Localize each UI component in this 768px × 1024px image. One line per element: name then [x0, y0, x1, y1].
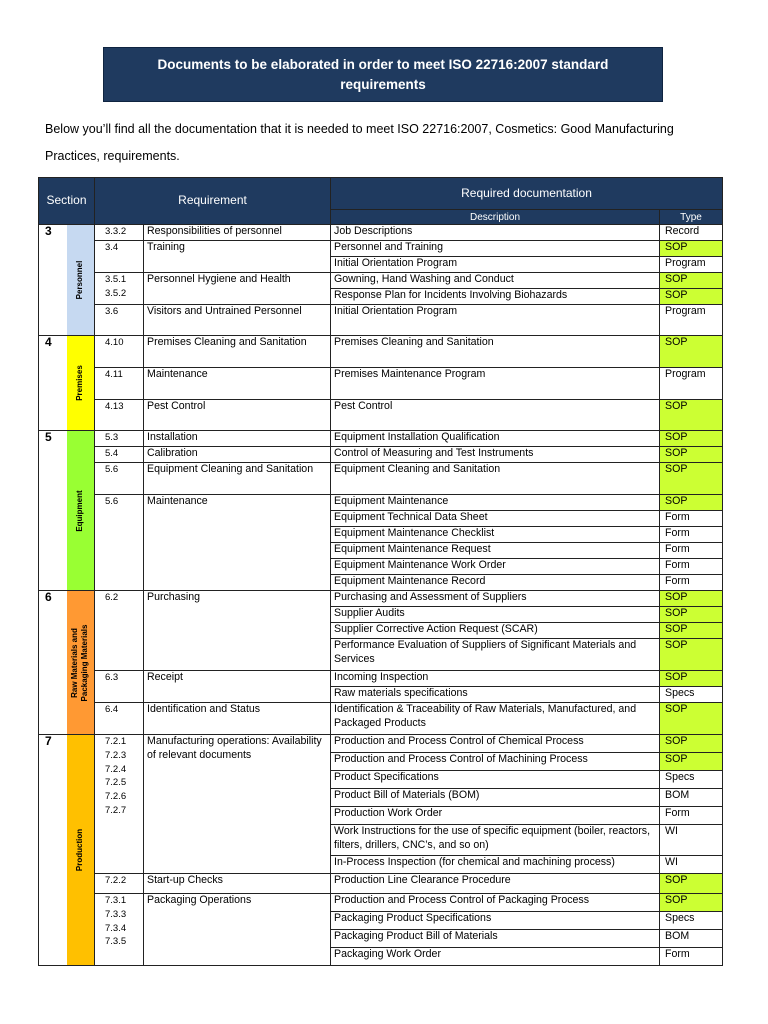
- doc-type: Program: [660, 368, 723, 400]
- doc-description: Control of Measuring and Test Instruments: [331, 447, 660, 463]
- section-label: [67, 431, 95, 591]
- doc-type: SOP: [660, 639, 723, 671]
- section-label-text: Raw Materials and Packaging Materials: [70, 624, 90, 701]
- table-row: [39, 225, 723, 241]
- requirement: Premises Cleaning and Sanitation: [144, 336, 331, 368]
- clause-number: 7.2.2: [95, 874, 144, 894]
- table-row: [39, 305, 723, 336]
- doc-type: SOP: [660, 894, 723, 912]
- doc-description: In-Process Inspection (for chemical and machining process): [331, 856, 660, 874]
- requirement: Equipment Cleaning and Sanitation: [144, 463, 331, 495]
- doc-type: SOP: [660, 735, 723, 753]
- doc-description: Premises Cleaning and Sanitation: [331, 336, 660, 368]
- doc-description: Purchasing and Assessment of Suppliers: [331, 591, 660, 607]
- doc-description: Raw materials specifications: [331, 687, 660, 703]
- doc-description: Production and Process Control of Packaging Process: [331, 894, 660, 912]
- doc-type: Record: [660, 225, 723, 241]
- doc-description: Equipment Maintenance Request: [331, 543, 660, 559]
- doc-description: Packaging Product Specifications: [331, 912, 660, 930]
- clause-number: 4.10: [95, 336, 144, 368]
- section-label: [67, 336, 95, 431]
- doc-description: Initial Orientation Program: [331, 257, 660, 273]
- requirement: Calibration: [144, 447, 331, 463]
- doc-description: Packaging Product Bill of Materials: [331, 930, 660, 948]
- doc-description: Response Plan for Incidents Involving Biohazards: [331, 289, 660, 305]
- requirement: Packaging Operations: [144, 894, 331, 966]
- table-row: [39, 735, 723, 753]
- doc-description: Initial Orientation Program: [331, 305, 660, 336]
- doc-type: WI: [660, 856, 723, 874]
- table-row: [39, 671, 723, 687]
- header-type: Type: [660, 210, 723, 225]
- clause-number: 7.3.1 7.3.3 7.3.4 7.3.5: [95, 894, 144, 966]
- doc-type: SOP: [660, 447, 723, 463]
- doc-description: Incoming Inspection: [331, 671, 660, 687]
- doc-type: Form: [660, 543, 723, 559]
- section-number: 5: [39, 431, 67, 591]
- table-row: [39, 273, 723, 289]
- clause-number: 6.4: [95, 703, 144, 735]
- doc-type: SOP: [660, 607, 723, 623]
- doc-type: SOP: [660, 703, 723, 735]
- doc-description: Equipment Maintenance Checklist: [331, 527, 660, 543]
- requirement: Visitors and Untrained Personnel: [144, 305, 331, 336]
- doc-description: Product Specifications: [331, 771, 660, 789]
- doc-type: SOP: [660, 241, 723, 257]
- doc-description: Performance Evaluation of Suppliers of Significant Materials and Services: [331, 639, 660, 671]
- doc-description: Identification & Traceability of Raw Materials, Manufactured, and Packaged Products: [331, 703, 660, 735]
- doc-description: Packaging Work Order: [331, 948, 660, 966]
- clause-number: 5.3: [95, 431, 144, 447]
- doc-type: SOP: [660, 289, 723, 305]
- clause-number: 6.3: [95, 671, 144, 703]
- doc-type: Program: [660, 257, 723, 273]
- section-label-text: Equipment: [75, 489, 85, 532]
- doc-type: Form: [660, 807, 723, 825]
- doc-description: Equipment Maintenance Record: [331, 575, 660, 591]
- doc-type: SOP: [660, 591, 723, 607]
- doc-type: SOP: [660, 623, 723, 639]
- section-number: 7: [39, 735, 67, 966]
- requirement: Start-up Checks: [144, 874, 331, 894]
- table-row: [39, 447, 723, 463]
- doc-type: Form: [660, 575, 723, 591]
- requirement: Personnel Hygiene and Health: [144, 273, 331, 305]
- table-row: [39, 431, 723, 447]
- clause-number: 5.6: [95, 463, 144, 495]
- clause-number: 3.6: [95, 305, 144, 336]
- doc-type: Specs: [660, 771, 723, 789]
- requirement: Installation: [144, 431, 331, 447]
- table-row: [39, 368, 723, 400]
- header-section: Section: [39, 178, 95, 225]
- doc-type: WI: [660, 825, 723, 856]
- clause-number: 4.11: [95, 368, 144, 400]
- doc-type: Specs: [660, 687, 723, 703]
- section-number: 3: [39, 225, 67, 336]
- doc-description: Production Line Clearance Procedure: [331, 874, 660, 894]
- section-label-text: Personnel: [75, 260, 85, 300]
- doc-type: SOP: [660, 874, 723, 894]
- doc-type: BOM: [660, 789, 723, 807]
- intro-paragraph: Below you’ll find all the documentation that it is needed to meet ISO 22716:2007, Cosmetics: Good Manufacturing Practices, requirements.: [45, 122, 674, 163]
- doc-type: Form: [660, 511, 723, 527]
- table-row: [39, 336, 723, 368]
- requirement: Purchasing: [144, 591, 331, 671]
- doc-description: Personnel and Training: [331, 241, 660, 257]
- doc-description: Equipment Maintenance: [331, 495, 660, 511]
- doc-type: SOP: [660, 753, 723, 771]
- table-row: [39, 241, 723, 257]
- doc-type: Form: [660, 948, 723, 966]
- doc-type: SOP: [660, 431, 723, 447]
- table-row: [39, 400, 723, 431]
- header-requirement: Requirement: [95, 178, 331, 225]
- header-required-documentation: Required documentation: [331, 178, 723, 210]
- doc-description: Job Descriptions: [331, 225, 660, 241]
- table-row: [39, 894, 723, 912]
- doc-type: Form: [660, 559, 723, 575]
- clause-number: 7.2.1 7.2.3 7.2.4 7.2.5 7.2.6 7.2.7: [95, 735, 144, 874]
- clause-number: 3.5.1 3.5.2: [95, 273, 144, 305]
- requirement: Manufacturing operations: Availability of relevant documents: [144, 735, 331, 874]
- section-label: [67, 735, 95, 966]
- section-label-text: Production: [75, 828, 85, 872]
- doc-type: Form: [660, 527, 723, 543]
- clause-number: 6.2: [95, 591, 144, 671]
- doc-description: Production and Process Control of Chemical Process: [331, 735, 660, 753]
- doc-description: Pest Control: [331, 400, 660, 431]
- table-body: [39, 225, 723, 966]
- requirement: Pest Control: [144, 400, 331, 431]
- requirement: Maintenance: [144, 368, 331, 400]
- table-row: [39, 591, 723, 607]
- clause-number: 5.4: [95, 447, 144, 463]
- doc-type: SOP: [660, 495, 723, 511]
- requirement: Responsibilities of personnel: [144, 225, 331, 241]
- section-number: 6: [39, 591, 67, 735]
- doc-description: Production and Process Control of Machining Process: [331, 753, 660, 771]
- clause-number: 3.3.2: [95, 225, 144, 241]
- doc-type: SOP: [660, 671, 723, 687]
- clause-number: 5.6: [95, 495, 144, 591]
- table-row: [39, 495, 723, 511]
- doc-type: SOP: [660, 273, 723, 289]
- clause-number: 4.13: [95, 400, 144, 431]
- doc-description: Equipment Installation Qualification: [331, 431, 660, 447]
- table-row: [39, 703, 723, 735]
- doc-description: Supplier Audits: [331, 607, 660, 623]
- doc-description: Product Bill of Materials (BOM): [331, 789, 660, 807]
- table-row: [39, 874, 723, 894]
- doc-description: Equipment Cleaning and Sanitation: [331, 463, 660, 495]
- doc-description: Work Instructions for the use of specific equipment (boiler, reactors, filters, drillers, CNC’s, and so on): [331, 825, 660, 856]
- doc-type: Program: [660, 305, 723, 336]
- requirement: Training: [144, 241, 331, 273]
- header-description: Description: [331, 210, 660, 225]
- doc-type: Specs: [660, 912, 723, 930]
- table-row: [39, 463, 723, 495]
- doc-description: Supplier Corrective Action Request (SCAR): [331, 623, 660, 639]
- doc-description: Production Work Order: [331, 807, 660, 825]
- iso-documentation-table: [38, 177, 723, 966]
- doc-type: SOP: [660, 336, 723, 368]
- requirement: Identification and Status: [144, 703, 331, 735]
- doc-description: Premises Maintenance Program: [331, 368, 660, 400]
- requirement: Receipt: [144, 671, 331, 703]
- requirement: Maintenance: [144, 495, 331, 591]
- clause-number: 3.4: [95, 241, 144, 273]
- section-number: 4: [39, 336, 67, 431]
- doc-description: Equipment Maintenance Work Order: [331, 559, 660, 575]
- section-label-text: Premises: [75, 365, 85, 401]
- section-label: [67, 591, 95, 735]
- doc-description: Equipment Technical Data Sheet: [331, 511, 660, 527]
- doc-type: SOP: [660, 400, 723, 431]
- document-title: Documents to be elaborated in order to meet ISO 22716:2007 standard requirements: [103, 47, 663, 102]
- section-label: [67, 225, 95, 336]
- doc-type: BOM: [660, 930, 723, 948]
- doc-type: SOP: [660, 463, 723, 495]
- doc-description: Gowning, Hand Washing and Conduct: [331, 273, 660, 289]
